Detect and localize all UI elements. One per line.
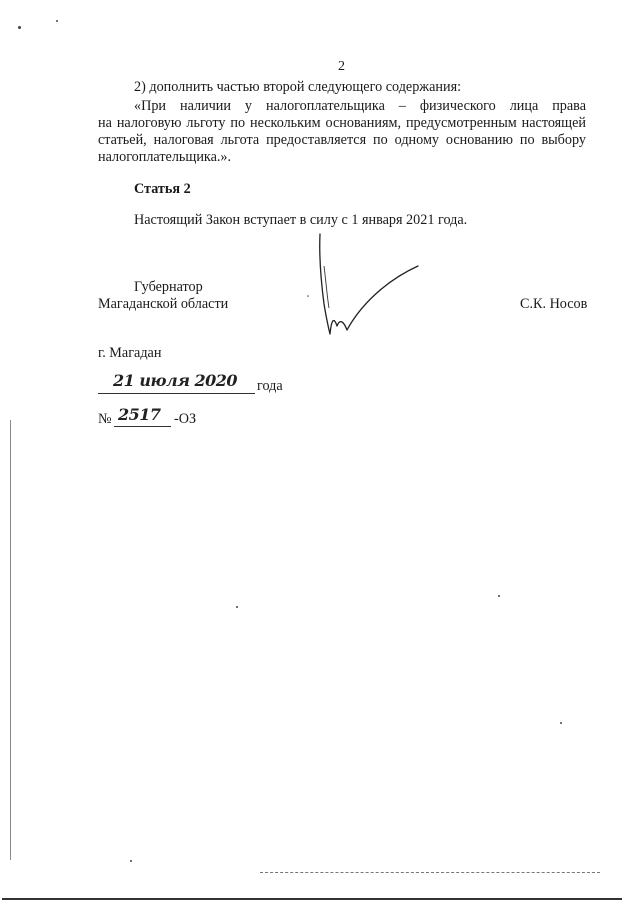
quote-line-1: «При наличии у налогоплательщика – физического лица права	[134, 98, 586, 114]
signatory-title-line1: Губернатор	[134, 279, 203, 295]
signatory-title-line2: Магаданской области	[98, 296, 229, 312]
article-text: Настоящий Закон вступает в силу с 1 января 2021 года.	[134, 212, 468, 228]
quote-line-4: налогоплательщика.».	[98, 149, 232, 165]
number-sign: №	[98, 411, 112, 427]
page-number: 2	[338, 59, 345, 74]
law-number-handwritten: 2517	[118, 405, 161, 424]
amendment-item-line: 2) дополнить частью второй следующего содержания:	[134, 79, 462, 95]
scan-speck	[130, 860, 132, 862]
scan-edge-left	[10, 420, 11, 860]
signatory-name: С.К. Носов	[520, 296, 588, 312]
scan-speck	[18, 26, 21, 29]
signature-graphic	[300, 226, 430, 346]
scan-speck	[236, 606, 238, 608]
scan-dash-line	[260, 872, 600, 873]
scan-speck	[498, 595, 500, 597]
article-heading: Статья 2	[134, 181, 191, 197]
date-suffix: года	[257, 378, 283, 394]
place-city: г. Магадан	[98, 345, 162, 361]
scan-speck	[560, 722, 562, 724]
scan-speck	[56, 20, 58, 22]
scan-edge-bottom	[2, 898, 622, 900]
date-handwritten: 21 июля 2020	[113, 371, 238, 390]
law-number-suffix: -ОЗ	[174, 411, 197, 427]
quote-line-3: статьей, налоговая льгота предоставляется по одному основанию по выбору	[98, 132, 586, 148]
quote-line-2: на налоговую льготу по нескольким основаниям, предусмотренным настоящей	[98, 115, 586, 131]
